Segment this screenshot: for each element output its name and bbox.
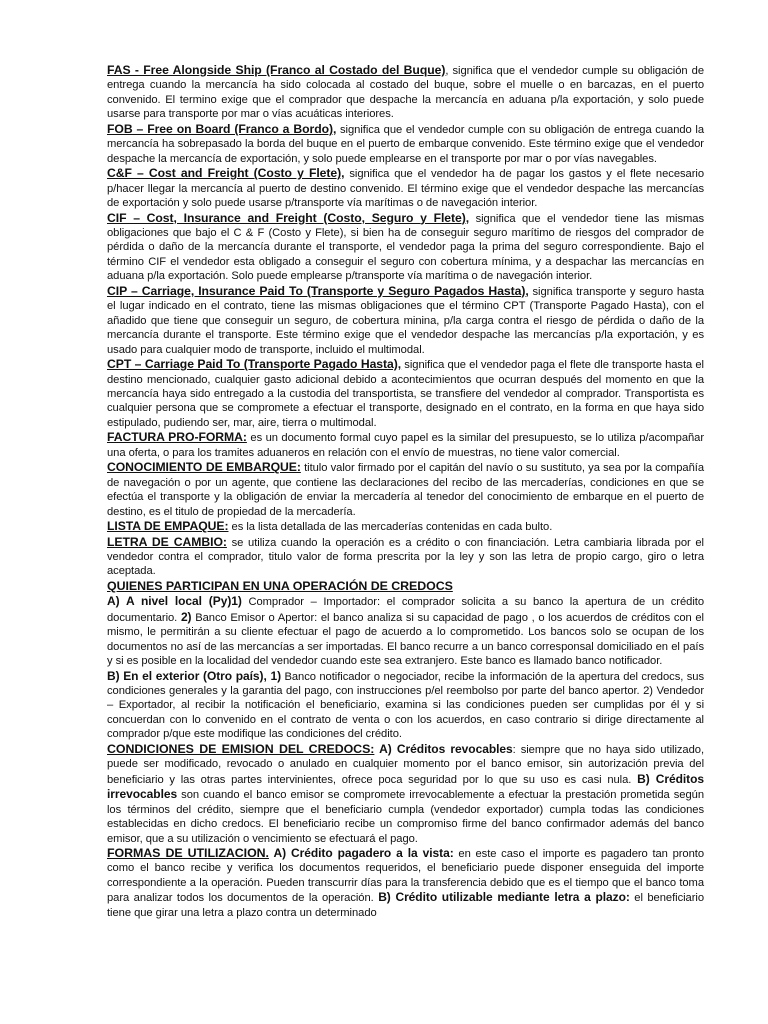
term-heading: FOB – Free on Board (Franco a Bordo), [107,121,337,136]
paragraph-body: en este caso el importe es pagadero tan pronto como el banco recibe y verifica los documentos requeridos, el beneficiario puede disponer enseguida del importe correspondiente a la operación. Pueden transcurrir días para la transferencia debido que es el tiempo que el banco toma para analizar todos los documentos de la operación. [107,848,705,905]
paragraph-fas [107,63,704,122]
subsection-label: B) En el exterior (Otro país), 1) [107,668,282,683]
paragraph-body: significa que el vendedor cumple con su obligación de entrega cuando la mercancía ha sobrepasado la borda del buque en el puerto de embarque convenido. Este término exige que el vendedor despache la mercancía de exportación, y solo puede emplearse en el transporte por mar o por vías navegables. [107,123,704,165]
paragraph-cip [107,284,704,357]
paragraph-body: , significa que el vendedor cumple su obligación de entrega cuando la mercancía ha sido colocada al costado del buque, sobre el muelle o en barcazas, en el puerto convenido. El termino exige que el comprador que despache la mercancía en aduana p/la exportación, y solo puede usarse para transporte por mar o vías acuáticas interiores. [107,65,704,121]
paragraph-formas [107,846,704,920]
item-number: 1) [231,594,242,609]
paragraph-letra-cambio [107,535,704,579]
paragraph-exterior [107,669,704,742]
term-heading: LISTA DE EMPAQUE: [107,519,229,534]
term-heading: FAS - Free Alongside Ship (Franco al Costado del Buque) [107,63,446,77]
paragraph-body: Banco notificador o negociador, recibe la información de la apertura del credocs, sus condiciones generales y la garantia del pago, con instrucciones p/el reembolso por parte del banco apertor. 2) Vendedor – Exportador, al recibir la notificación el beneficiario, examina si las condiciones pueden ser cumplidas por él y si concuerdan con lo convenido en el contrato de venta o con los acuerdos, en caso contrario si dirige directamente al comprador p/que este modifique las condiciones del crédito. [107,670,704,741]
subsection-label: A) Créditos revocables [374,741,513,756]
paragraph-body: : siempre que no haya sido utilizado, puede ser modificado, revocado o anulado en cualquier momento por el banco emisor, sin autorización previa del beneficiario y las otras partes intervinientes, ofrece poca seguridad por lo que su uso es casi nula. [107,743,704,786]
paragraph-body: se utiliza cuando la operación es a crédito o con financiación. Letra cambiaria librada por el vendedor contra el comprador, titulo valor de forma prescrita por la ley y son las letra de propio cargo, giro o letra aceptada. [107,536,704,578]
paragraph-factura-proforma [107,430,704,460]
paragraph-cf [107,166,704,210]
term-heading: CPT – Carriage Paid To (Transporte Pagado Hasta), [107,357,402,372]
paragraph-emision [107,742,704,846]
paragraph-local [107,594,704,668]
subsection-label: B) Créditos irrevocables [107,771,704,802]
section-heading-participants [107,579,704,594]
paragraph-body: Comprador – Importador: el comprador solicita a su banco la apertura de un crédito documentario. [107,596,704,624]
section-heading: QUIENES PARTICIPAN EN UNA OPERACIÓN DE CREDOCS [107,578,453,593]
paragraph-body: significa que el vendedor ha de pagar los gastos y el flete necesario p/hacer llegar la mercancía al puerto de destino convenido. El término exige que el vendedor despache las mercancías de exportación y solo puede usarse p/transporte vía marítimas o de navegación interior. [107,168,704,210]
term-heading: FACTURA PRO-FORMA: [107,430,247,445]
paragraph-body: significa transporte y seguro hasta el lugar indicado en el contrato, tiene las mismas obligaciones que el término CPT (Transporte Pagado Hasta), con el añadido que tiene que conseguir un seguro, de cobertura minina, p/la carga contra el riesgo de pérdida o daño de la mercancía durante el transporte. Este término exige que el vendedor despache las mercancías p/la exportación, y es usado para cualquier modo de transporte, incluido el multimodal. [107,285,704,356]
term-heading: CONOCIMIENTO DE EMBARQUE: [107,460,301,475]
term-heading: CIF – Cost, Insurance and Freight (Costo, Seguro y Flete), [107,210,470,225]
paragraph-body: significa que el vendedor paga el flete dle transporte hasta el destino mencionado, cualquier gasto adicional debido a acontecimientos que ocurran después del momento en que la mercancía haya sido entregado a la custodia del transportista, se transfiere del vendedor al comprador. Transportista es cualquier persona que se compromete a efectuar el transporte, designado en el contrato, en la forma en que haya sido estipulado, pudiendo ser, mar, aire, tierra o multimodal. [107,359,704,429]
paragraph-conocimiento-embarque [107,460,704,519]
paragraph-lista-empaque [107,519,704,534]
subsection-label: A) A nivel local (Py) [107,594,232,609]
term-heading: C&F – Cost and Freight (Costo y Flete), [107,166,345,181]
paragraph-cif [107,211,704,284]
paragraph-fob [107,122,704,166]
paragraph-body: el beneficiario tiene que girar una letra a plazo contra un determinado [107,892,705,919]
item-number: 2) [180,609,192,624]
subsection-label: B) Crédito utilizable mediante letra a plazo: [378,890,630,905]
paragraph-body: es la lista detallada de las mercaderías contenidas en cada bulto. [228,521,553,534]
document-page [107,63,704,920]
term-heading: CIP – Carriage, Insurance Paid To (Transporte y Seguro Pagados Hasta), [107,283,529,298]
section-heading: FORMAS DE UTILIZACION. [107,846,269,861]
paragraph-body: Banco Emisor o Apertor: el banco analiza si su capacidad de pago , o los acuerdos de créditos con el mismo, le permitirán a su cliente efectuar el pago de acuerdo a lo comprometido. Los bancos solo se ocupan de los documentos no así de las mercancías a ser importadas. El banco recurre a un banco corresponsal domiciliado en el país y si es posible en la localidad del vendedor cuando este sea extranjero. Este banco es llamado banco notificador. [107,611,704,668]
paragraph-body: son cuando el banco emisor se compromete irrevocablemente a efectuar la prestación prometida según los términos del crédito, siempre que el beneficiario cumpla (vendedor exportador) cumpla todas las condiciones establecidas en dicho credocs. El beneficiario recibe un compromiso firme del banco confirmador además del banco emisor, que a su utilización o vencimiento se efectuará el pago. [107,789,704,845]
paragraph-body: significa que el vendedor tiene las mismas obligaciones que bajo el C & F (Costo y Flete), si bien ha de conseguir seguro marítimo de riesgos del comprador de pérdida o daño de la mercancía durante el transporte, el vendedor paga la prima del seguro correspondiente. Bajo el término CIF el vendedor esta obligado a conseguir el seguro con cobertura mínima, y a despachar las mercancías en aduana p/la exportación. Solo puede emplearse p/transporte vía marítima o de navegación interior. [107,212,704,283]
paragraph-body: titulo valor firmado por el capitán del navío o su sustituto, ya sea por la compañía de navegación o por un agente, que contiene las declaraciones del recibo de las mercaderías, condiciones en que se efectúa el transporte y la obligación de enviar la mercadería al tenedor del conocimiento de embarque en el puerto de destino, es el titulo de propiedad de la mercadería. [107,462,705,518]
paragraph-cpt [107,357,704,430]
paragraph-body: es un documento formal cuyo papel es la similar del presupuesto, se lo utiliza p/acompañar una oferta, o para los tramites aduaneros en relación con el envío de muestras, no tiene valor comercial. [107,432,705,459]
term-heading: LETRA DE CAMBIO: [107,534,227,549]
subsection-label: A) Crédito pagadero a la vista: [268,846,454,861]
section-heading: CONDICIONES DE EMISION DEL CREDOCS: [107,741,375,756]
